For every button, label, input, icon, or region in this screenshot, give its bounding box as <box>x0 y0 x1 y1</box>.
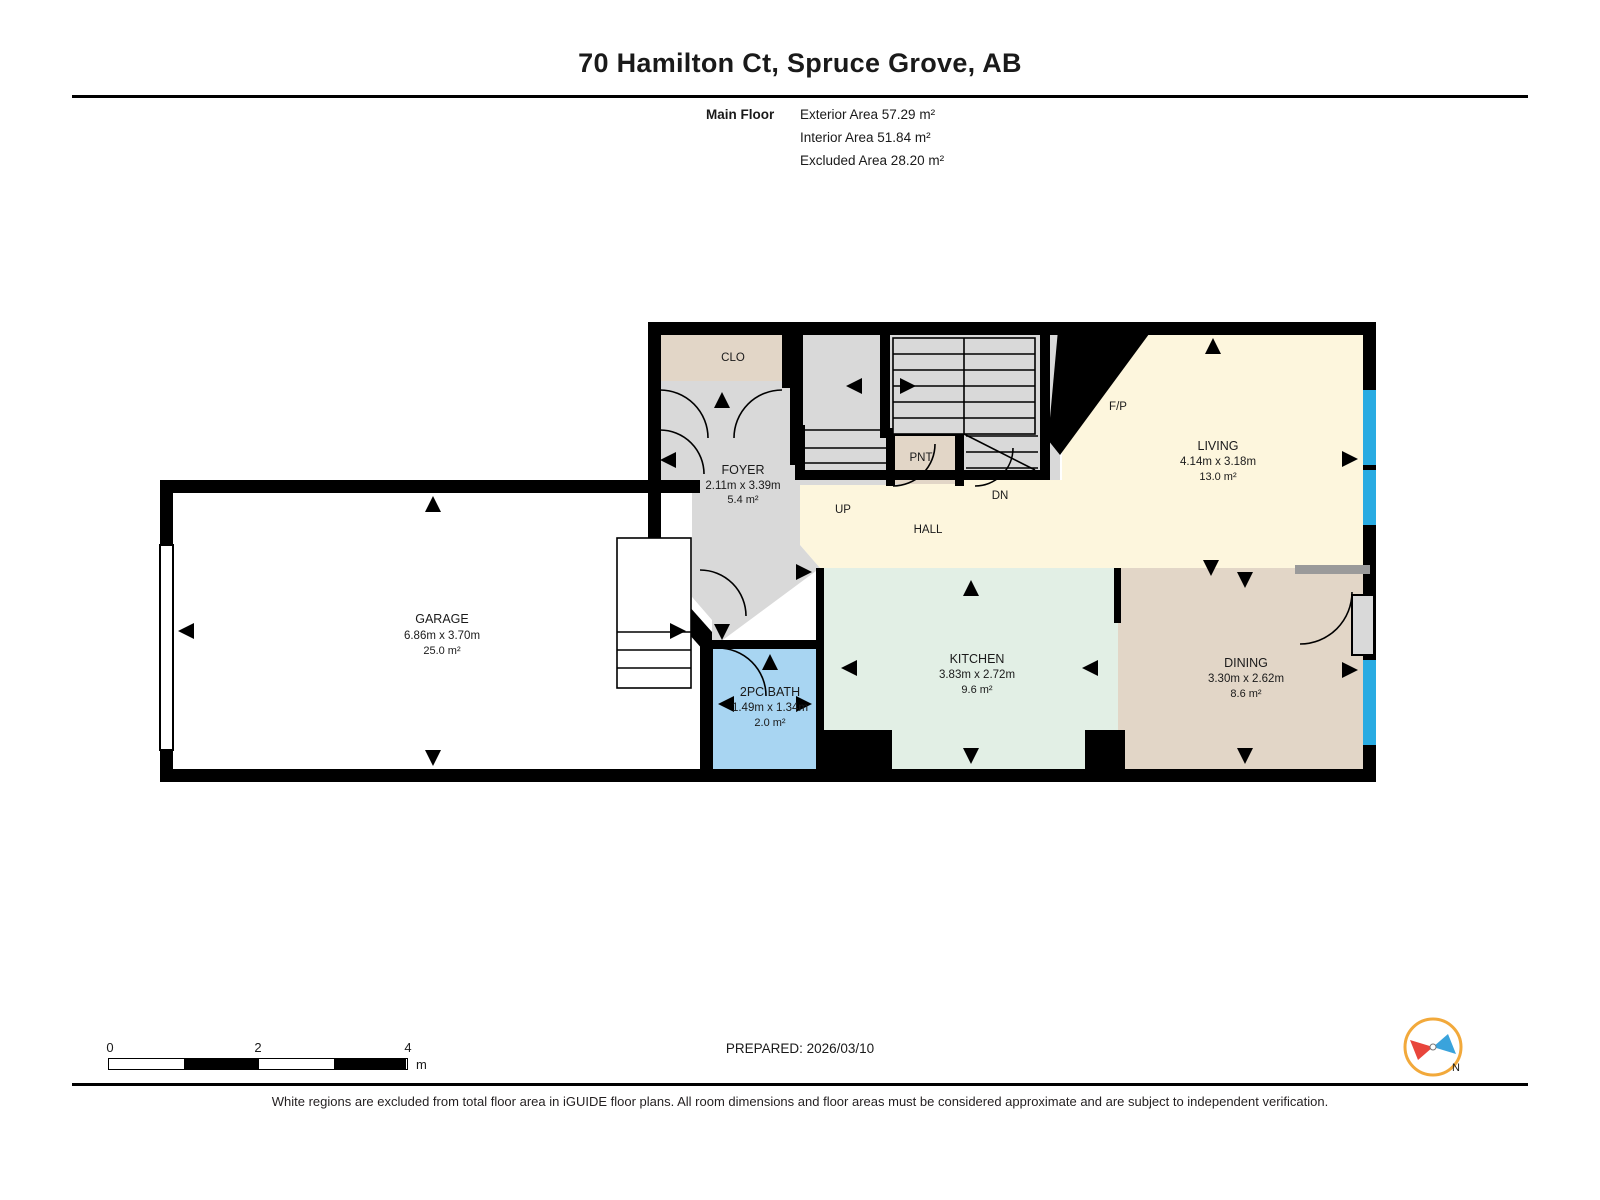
scale-seg-1 <box>184 1059 259 1069</box>
disclaimer-text: White regions are excluded from total floor area in iGUIDE floor plans. All room dimensions and floor areas must be considered approximate and are subject to independent verification. <box>271 1094 1329 1109</box>
dining-dimensions: 3.30m x 2.62m <box>1207 673 1285 685</box>
door-dining-exterior <box>1352 595 1374 655</box>
wall-garage-bottom <box>160 769 712 782</box>
room-fill-dining <box>1118 568 1370 775</box>
up-label: UP <box>835 504 851 516</box>
scale-tick-4: 4 <box>404 1040 412 1055</box>
scale-tick-0: 0 <box>106 1040 114 1055</box>
floor-label: Main Floor <box>706 107 775 122</box>
foyer-area: 5.4 m² <box>727 494 759 506</box>
wall-left-bath <box>700 640 713 782</box>
wall-bath-top <box>712 640 822 649</box>
fireplace-label: F/P <box>1109 401 1127 413</box>
wall-kitchen-base-right <box>1085 730 1125 770</box>
dining-area: 8.6 m² <box>1230 688 1262 700</box>
exterior-area: Exterior Area 57.29 m² <box>800 107 936 122</box>
wall-hall-lower-left <box>795 425 805 475</box>
counter-living <box>1295 565 1370 574</box>
compass-north-label: N <box>1452 1062 1460 1074</box>
window-garage-left <box>160 545 173 750</box>
footer-divider <box>72 1083 1528 1086</box>
hall-label: HALL <box>913 524 943 536</box>
garage-area: 25.0 m² <box>423 645 461 657</box>
wall-bath-kitchen <box>816 568 824 773</box>
wall-stair-right-div <box>1040 330 1050 480</box>
wall-bottom-main <box>712 769 1376 782</box>
bath-area: 2.0 m² <box>754 717 786 729</box>
living-area: 13.0 m² <box>1199 471 1237 483</box>
scale-seg-2 <box>334 1059 406 1069</box>
wall-kitchen-base-left <box>822 730 892 770</box>
dining-name: DINING <box>1224 656 1268 670</box>
window-living-lower <box>1363 470 1376 525</box>
scale-tick-2: 2 <box>254 1040 262 1055</box>
scale-unit: m <box>416 1057 427 1072</box>
scale-bar-track <box>108 1058 408 1070</box>
living-dimensions: 4.14m x 3.18m <box>1179 456 1257 468</box>
wall-hall-bottom <box>795 470 1045 480</box>
page-title: 70 Hamilton Ct, Spruce Grove, AB <box>578 48 1022 78</box>
wall-stair-top-div <box>880 330 890 438</box>
foyer-dimensions: 2.11m x 3.39m <box>705 480 781 492</box>
window-living-upper <box>1363 390 1376 465</box>
garage-dimensions: 6.86m x 3.70m <box>403 630 481 642</box>
kitchen-name: KITCHEN <box>949 652 1005 666</box>
living-name: LIVING <box>1197 439 1239 453</box>
excluded-area: Excluded Area 28.20 m² <box>800 153 945 168</box>
bath-name: 2PC BATH <box>739 685 801 699</box>
prepared-date: PREPARED: 2026/03/10 <box>725 1041 875 1056</box>
garage-name: GARAGE <box>415 612 469 626</box>
wall-closet-right <box>782 333 795 388</box>
kitchen-dimensions: 3.83m x 2.72m <box>938 669 1016 681</box>
wall-left-main-upper <box>648 322 661 572</box>
wall-dining-kitchen-div <box>1114 568 1121 623</box>
interior-area: Interior Area 51.84 m² <box>800 130 931 145</box>
wall-garage-top <box>160 480 700 493</box>
pantry-label: PNT <box>909 452 933 464</box>
kitchen-area: 9.6 m² <box>961 684 993 696</box>
bath-dimensions: 1.49m x 1.34m <box>731 702 809 714</box>
wall-top-main <box>648 322 1376 335</box>
closet-label: CLO <box>721 352 745 364</box>
foyer-name: FOYER <box>721 463 765 477</box>
garage-steps <box>617 538 691 688</box>
window-dining <box>1363 660 1376 745</box>
dn-label: DN <box>991 490 1009 502</box>
